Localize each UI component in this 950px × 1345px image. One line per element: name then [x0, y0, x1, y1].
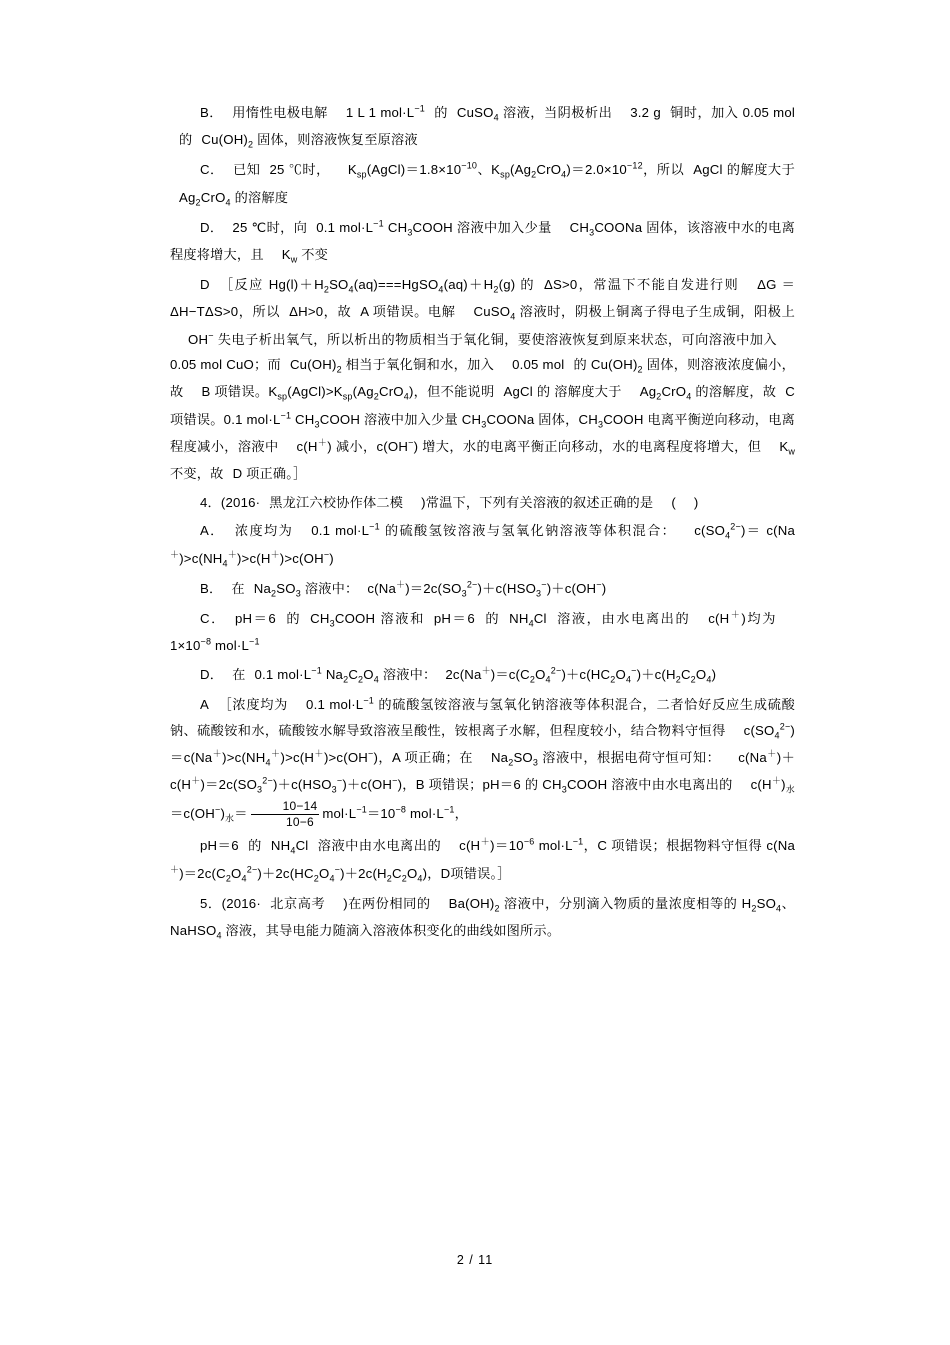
question4-option-a: A． 浓度均为 0.1 $mol\cdot L^{-1}$ 的硫酸氢铵溶液与氢氧化钠溶液等体积混合： $c(SO_4^{2-})= c(Na^+)>c(NH_4^+)>c(H^+)>c(OH^-)$ [170, 522, 795, 569]
page-number: 2 / 11 [456, 1253, 494, 1267]
question4-answer-cont: pH＝6 的 $NH_4Cl$ 溶液中由水电离出的 $c(H^+)=10^{-6}$ $mol\cdot L^{-1}$，C 项错误；根据物料守恒得 $c(Na^+)=2c(C_2O_4^{2-})+2c(HC_2O_4^-)+2c(H_2C_2O_4)$，D项错误。］ [170, 837, 795, 884]
question4-answer: A ［浓度均为 0.1 $mol\cdot L^{-1}$ 的硫酸氢铵溶液与氢氧化钠溶液等体积混合，二者恰好反应生成硫酸钠、硫酸铵和水，硫酸铵水解导致溶液呈酸性，铵根离子水解，但程度较小，结合物料守恒得 $c(SO_4^{2-})=c(Na^+)>c(NH_4^+)>c(H^+)>c(OH^-)$，A 项正确；在 $Na_2SO_3$ 溶液中，根据电荷守恒可知： $c(Na^+)+c(H^+)=2c(SO_3^{2-})+c(HSO_3^-)+c(OH^-)$，B 项错误；pH＝6 的 $CH_3COOH$ 溶液中由水电离出的 $c(H^+)_水=c(OH^-)_水=$ $\frac{10-14}{10-6}$ $mol\cdot L^{-1}=10^{-8}$ $mol\cdot L^{-1}$， [170, 695, 796, 830]
question3-option-d: D． 25 ℃时，向 0.1 $mol\cdot L^{-1}$ $CH_3COOH$ 溶液中加入少量 $CH_3COONa$ 固体，该溶液中水的电离程度将增大，且 $K_w$ 不变 [170, 218, 795, 265]
question3-option-b: B． 用惰性电极电解 1 L 1 $mol\cdot L^{-1}$ 的 CuSO$_4$ 溶液，当阴极析出 3.2 g 铜时，加入 0.05 mol的 $Cu(OH)_2$ 固体，则溶液恢复至原溶液 [179, 103, 796, 150]
question4-option-c: C． pH＝6 的 $CH_3COOH$ 溶液和 pH＝6 的 $NH_4Cl$ 溶液，由水电离出的 c(H＋)均为$1\times 10^{-8}$ $mol\cdot L^{-1}$ [170, 609, 778, 654]
document-body [170, 100, 795, 945]
question5-stem: 5．(2016· 北京高考 )在两份相同的 $Ba(OH)_2$ 溶液中，分别滴入物质的量浓度相等的 $H_2SO_4$、NaHSO$_4$ 溶液，其导电能力随滴入溶液体积变化的曲线如图所示。 [170, 895, 796, 941]
question3-answer: D ［反应 $Hg(l)+H_2SO_4(aq)===HgSO_4(aq)+H_2(g)$ 的 ΔS>0，常温下不能自发进行则 ΔG ＝ΔH−TΔS>0，所以 ΔH>0，故 A 项错误。电解 CuSO$_4$ 溶液时，阴极上铜离子得电子生成铜，阳极上OH− 失电子析出氧气，所以析出的物质相当于氧化铜，要使溶液恢复到原来状态，可向溶液中加入0.05 mol CuO；而 $Cu(OH)_2$ 相当于氧化铜和水，加入 0.05 mol 的 $Cu(OH)_2$ 固体，则溶液浓度偏小，故 B 项错误。$K_{sp}(AgCl)>K_{sp}(Ag_2CrO_4)$，但不能说明 AgCl 的 溶解度大于 $Ag_2CrO_4$ 的溶解度，故 C 项错误。0.1 $mol\cdot L^{-1}$ $CH_3COOH$ 溶液中加入少量 $CH_3COONa$ 固体，$CH_3COOH$ 电离平衡逆向移动，电离程度减小，溶液中 c(H＋) 减小，c(OH−) 增大，水的电离平衡正向移动，水的电离程度将增大，但 $K_w$ 不变，故 D 项正确。］ [170, 277, 796, 481]
question3-option-c: C． 已知 25 ℃时， $K_{sp}(AgCl)=1.8\times 10^{-10}$、$K_{sp}(Ag_2CrO_4)=2.0\times 10^{-12}$，所以 AgCl 的解度大于$Ag_2CrO_4$ 的溶解度 [179, 160, 795, 208]
question4-option-d: D． 在 0.1 $mol\cdot L^{-1}$ $Na_2C_2O_4$ 溶液中： $2c(Na^+)=c(C_2O_4^{2-})+c(HC_2O_4^-)+c(H_2C_2O_4)$ [200, 665, 717, 685]
question4-stem: 4．(2016· 黑龙江六校协作体二模 )常温下，下列有关溶液的叙述正确的是 ( ) [200, 494, 699, 510]
question4-option-b: B． 在 $Na_2SO_3$ 溶液中： $c(Na^+)=2c(SO_3^{2-})+c(HSO_3^-)+c(OH^-)$ [200, 579, 607, 599]
